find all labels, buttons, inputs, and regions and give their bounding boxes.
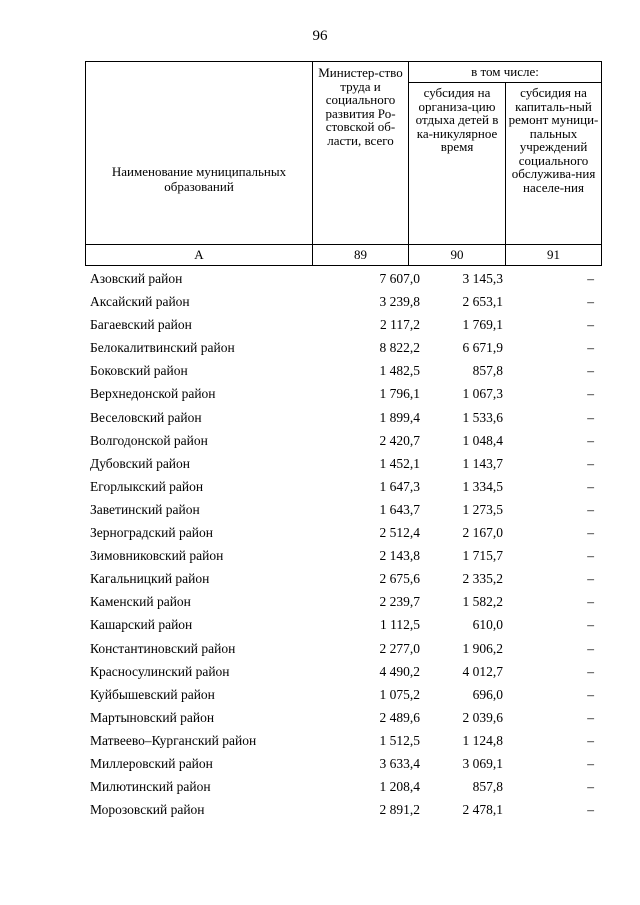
value-total: 2 277,0: [379, 640, 420, 656]
district-name: Дубовский район: [90, 455, 191, 471]
value-subsidy-repair: –: [587, 548, 594, 564]
value-subsidy-repair: –: [587, 455, 594, 471]
column-number-91: 91: [506, 245, 602, 266]
value-subsidy-rest: 1 124,8: [462, 732, 503, 748]
table-row: [85, 641, 601, 664]
value-subsidy-rest: 1 582,2: [462, 594, 503, 610]
column-number-89: 89: [313, 245, 409, 266]
value-subsidy-rest: 4 012,7: [462, 663, 503, 679]
district-name: Мартыновский район: [90, 709, 215, 725]
value-subsidy-rest: 2 039,6: [462, 709, 503, 725]
district-name: Константиновский район: [90, 640, 236, 656]
district-name: Боковский район: [90, 363, 188, 379]
value-subsidy-repair: –: [587, 617, 594, 633]
column-header-including: в том числе:: [409, 62, 602, 83]
table-header: [85, 61, 602, 266]
value-total: 2 420,7: [379, 432, 420, 448]
table-row: [85, 756, 601, 779]
value-total: 1 643,7: [379, 501, 420, 517]
value-subsidy-repair: –: [587, 294, 594, 310]
district-name: Каменский район: [90, 594, 191, 610]
table-row: [85, 363, 601, 386]
district-name: Кагальницкий район: [90, 571, 210, 587]
district-name: Заветинский район: [90, 501, 200, 517]
value-subsidy-repair: –: [587, 779, 594, 795]
value-total: 1 112,5: [380, 617, 420, 633]
table-row: [85, 386, 601, 409]
value-subsidy-rest: 3 069,1: [462, 755, 503, 771]
table-row: [85, 687, 601, 710]
table-row: [85, 479, 601, 502]
district-name: Багаевский район: [90, 317, 192, 333]
district-name: Милютинский район: [90, 779, 211, 795]
value-total: 1 452,1: [379, 455, 420, 471]
value-subsidy-rest: 2 478,1: [462, 802, 503, 818]
value-total: 7 607,0: [379, 271, 420, 286]
value-subsidy-repair: –: [587, 802, 594, 818]
table-row: [85, 525, 601, 548]
value-total: 2 489,6: [379, 709, 420, 725]
table-row: [85, 571, 601, 594]
value-subsidy-repair: –: [587, 663, 594, 679]
value-total: 1 512,5: [379, 732, 420, 748]
district-name: Белокалитвинский район: [90, 340, 235, 356]
table-row: [85, 664, 601, 687]
value-subsidy-rest: 2 167,0: [462, 525, 503, 541]
district-name: Морозовский район: [90, 802, 205, 818]
table-row: [85, 779, 601, 802]
value-subsidy-repair: –: [587, 755, 594, 771]
district-name: Веселовский район: [90, 409, 202, 425]
value-total: 3 633,4: [379, 755, 420, 771]
district-name: Зимовниковский район: [90, 548, 224, 564]
value-subsidy-rest: 1 769,1: [462, 317, 503, 333]
value-subsidy-repair: –: [587, 732, 594, 748]
value-total: 1 482,5: [379, 363, 420, 379]
value-subsidy-repair: –: [587, 571, 594, 587]
column-header-name: Наименование муниципальных образований: [86, 62, 313, 245]
district-name: Верхнедонской район: [90, 386, 216, 402]
value-subsidy-repair: –: [587, 409, 594, 425]
column-number-a: А: [86, 245, 313, 266]
value-total: 1 075,2: [379, 686, 420, 702]
value-subsidy-rest: 1 334,5: [462, 478, 503, 494]
value-subsidy-rest: 1 143,7: [462, 455, 503, 471]
district-name: Зерноградский район: [90, 525, 213, 541]
district-name: Куйбышевский район: [90, 686, 215, 702]
table-row: [85, 456, 601, 479]
table-row: [85, 502, 601, 525]
table-row: [85, 294, 601, 317]
value-subsidy-rest: 2 653,1: [462, 294, 503, 310]
table-row: [85, 617, 601, 640]
district-name: Красносулинский район: [90, 663, 230, 679]
value-subsidy-rest: 6 671,9: [462, 340, 503, 356]
value-subsidy-rest: 2 335,2: [462, 571, 503, 587]
table-row: [85, 433, 601, 456]
value-subsidy-repair: –: [587, 386, 594, 402]
value-subsidy-repair: –: [587, 501, 594, 517]
value-total: 2 675,6: [379, 571, 420, 587]
table-row: [85, 802, 601, 825]
district-name: Кашарский район: [90, 617, 193, 633]
value-total: 1 899,4: [379, 409, 420, 425]
value-subsidy-repair: –: [587, 525, 594, 541]
table-row: [85, 710, 601, 733]
value-subsidy-rest: 1 906,2: [462, 640, 503, 656]
table-row: [85, 733, 601, 756]
district-name: Аксайский район: [90, 294, 190, 310]
value-total: 2 239,7: [379, 594, 420, 610]
value-subsidy-rest: 3 145,3: [462, 271, 503, 286]
value-total: 3 239,8: [379, 294, 420, 310]
value-subsidy-rest: 610,0: [472, 617, 503, 633]
value-total: 1 647,3: [379, 478, 420, 494]
value-subsidy-rest: 857,8: [472, 779, 503, 795]
district-name: Миллеровский район: [90, 755, 213, 771]
value-subsidy-rest: 1 715,7: [462, 548, 503, 564]
value-total: 4 490,2: [379, 663, 420, 679]
value-subsidy-rest: 1 533,6: [462, 409, 503, 425]
value-subsidy-repair: –: [587, 594, 594, 610]
page-number: 96: [312, 28, 328, 44]
value-subsidy-repair: –: [587, 340, 594, 356]
column-header-total: Министер-ство труда и социального развития Ро-стовской об-ласти, всего: [313, 62, 409, 245]
value-total: 2 143,8: [379, 548, 420, 564]
value-subsidy-rest: 1 067,3: [462, 386, 503, 402]
value-total: 1 796,1: [379, 386, 420, 402]
table-row: [85, 317, 601, 340]
value-subsidy-repair: –: [587, 363, 594, 379]
value-subsidy-repair: –: [587, 317, 594, 333]
value-total: 2 891,2: [379, 802, 420, 818]
value-subsidy-rest: 696,0: [472, 686, 503, 702]
value-total: 8 822,2: [379, 340, 420, 356]
value-total: 2 512,4: [379, 525, 420, 541]
table-row: [85, 340, 601, 363]
column-number-90: 90: [409, 245, 506, 266]
value-subsidy-repair: –: [587, 271, 594, 286]
value-subsidy-repair: –: [587, 478, 594, 494]
value-subsidy-repair: –: [587, 432, 594, 448]
district-name: Егорлыкский район: [90, 478, 204, 494]
district-name: Матвеево–Курганский район: [90, 732, 257, 748]
district-name: Волгодонской район: [90, 432, 208, 448]
value-subsidy-rest: 1 048,4: [462, 432, 503, 448]
table-row: [85, 410, 601, 433]
value-subsidy-repair: –: [587, 686, 594, 702]
value-subsidy-repair: –: [587, 709, 594, 725]
district-name: Азовский район: [90, 271, 183, 286]
table-row: [85, 271, 601, 294]
value-subsidy-rest: 1 273,5: [462, 501, 503, 517]
value-subsidy-repair: –: [587, 640, 594, 656]
value-total: 1 208,4: [379, 779, 420, 795]
table-row: [85, 548, 601, 571]
value-subsidy-rest: 857,8: [472, 363, 503, 379]
value-total: 2 117,2: [380, 317, 420, 333]
table-body: [85, 271, 601, 825]
column-header-subsidy-rest: субсидия на организа-цию отдыха детей в ка-никулярное время: [409, 83, 506, 245]
table-row: [85, 594, 601, 617]
column-header-subsidy-repair: субсидия на капиталь-ный ремонт муници-пальных учреждений социального обслужива-ния населе-ния: [506, 83, 602, 245]
